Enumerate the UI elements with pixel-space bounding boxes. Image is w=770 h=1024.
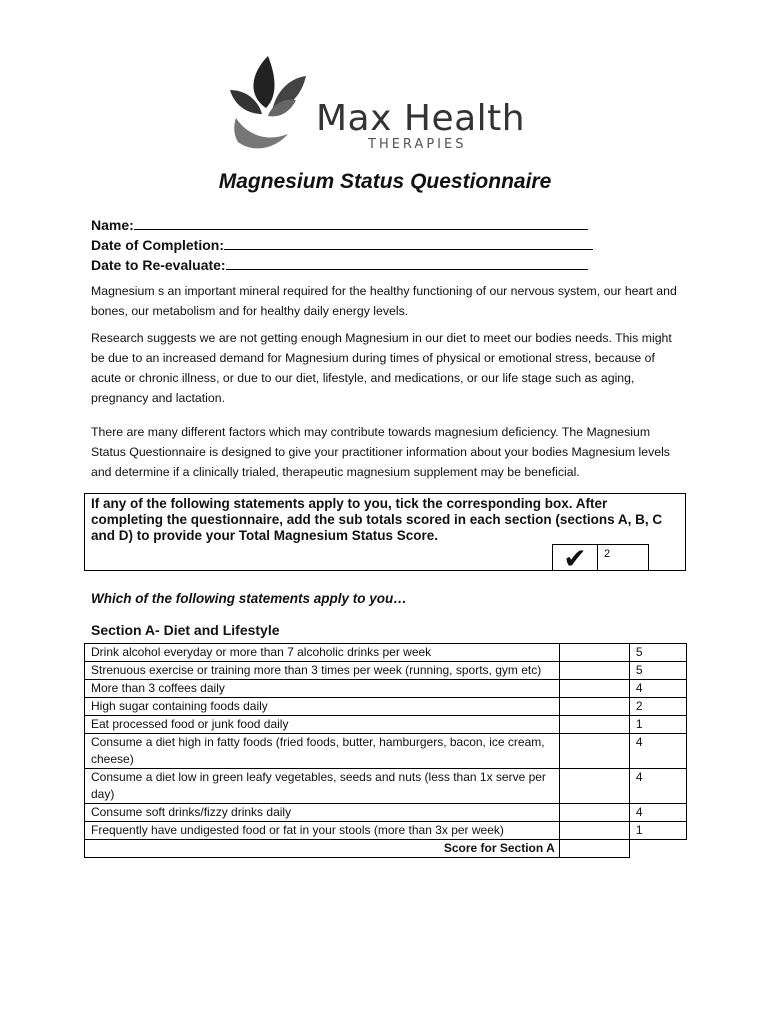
tick-checkbox[interactable] bbox=[559, 734, 629, 769]
name-field bbox=[91, 215, 593, 235]
tick-checkbox[interactable] bbox=[559, 662, 629, 680]
section-a-table bbox=[84, 643, 687, 858]
tick-checkbox[interactable] bbox=[559, 680, 629, 698]
table-row bbox=[85, 698, 687, 716]
table-row bbox=[85, 716, 687, 734]
date-reevaluate-label: Date to Re-evaluate: bbox=[91, 257, 226, 273]
intro-paragraph-3: There are many different factors which may contribute towards magnesium deficiency. The Magnesium Status Questionnaire is designed to give your practitioner information about your bodies Magnesium levels and determine if a clinically trialed, therapeutic magnesium supplement may be beneficial. bbox=[91, 425, 670, 479]
statement-cell: More than 3 coffees daily bbox=[85, 680, 560, 698]
table-row bbox=[85, 680, 687, 698]
points-cell: 1 bbox=[629, 716, 686, 734]
statement-cell: Consume a diet low in green leafy vegetables, seeds and nuts (less than 1x serve per day) bbox=[85, 769, 560, 804]
intro-paragraph-1: Magnesium s an important mineral required for the healthy functioning of our nervous system, our heart and bones, our metabolism and for healthy daily energy levels. bbox=[91, 284, 677, 318]
intro-paragraph-2: Research suggests we are not getting enough Magnesium in our diet to meet our bodies needs. This might be due to an increased demand for Magnesium during times of physical or emotional stress, because of acute or chronic illness, or due to our diet, lifestyle, and medications, or our life stage such as aging, pregnancy and lactation. bbox=[91, 331, 672, 405]
section-a-score-spacer bbox=[629, 840, 686, 858]
tick-checkbox[interactable] bbox=[559, 822, 629, 840]
brand-name: Max Health bbox=[316, 98, 526, 139]
points-cell: 4 bbox=[629, 804, 686, 822]
tick-checkbox[interactable] bbox=[559, 698, 629, 716]
table-row bbox=[85, 804, 687, 822]
example-tick-box bbox=[552, 543, 598, 574]
page-title: Magnesium Status Questionnaire bbox=[218, 170, 552, 193]
points-cell: 4 bbox=[629, 680, 686, 698]
instructions-box bbox=[84, 493, 686, 574]
checkmark-icon: ✔ bbox=[563, 543, 587, 574]
section-a-score-label: Score for Section A bbox=[85, 840, 560, 858]
points-cell: 4 bbox=[629, 734, 686, 769]
leaf-hand-icon bbox=[228, 56, 308, 161]
tick-checkbox[interactable] bbox=[559, 716, 629, 734]
section-a-score-input[interactable] bbox=[559, 840, 629, 858]
date-completion-input-line[interactable] bbox=[224, 235, 593, 250]
date-completion-label: Date of Completion: bbox=[91, 237, 224, 253]
tick-checkbox[interactable] bbox=[559, 644, 629, 662]
statement-cell: Consume a diet high in fatty foods (fried foods, butter, hamburgers, bacon, ice cream, cheese) bbox=[85, 734, 560, 769]
section-a-title: Section A- Diet and Lifestyle bbox=[91, 622, 280, 638]
points-cell: 1 bbox=[629, 822, 686, 840]
statement-cell: Frequently have undigested food or fat in your stools (more than 3x per week) bbox=[85, 822, 560, 840]
table-row bbox=[85, 662, 687, 680]
table-row bbox=[85, 822, 687, 840]
tick-checkbox[interactable] bbox=[559, 769, 629, 804]
points-cell: 5 bbox=[629, 644, 686, 662]
statement-cell: Drink alcohol everyday or more than 7 alcoholic drinks per week bbox=[85, 644, 560, 662]
name-label: Name: bbox=[91, 217, 134, 233]
brand-subtitle: THERAPIES bbox=[368, 137, 467, 152]
date-reevaluate-input-line[interactable] bbox=[226, 255, 588, 270]
example-points: 2 bbox=[598, 544, 649, 571]
question-heading: Which of the following statements apply to you… bbox=[91, 591, 407, 606]
respondent-fields bbox=[91, 215, 593, 275]
instructions-text: If any of the following statements apply to you, tick the corresponding box. After completing the questionnaire, add the sub totals scored in each section (sections A, B, C and D) to provide your Total Magnesium Status Score. bbox=[91, 496, 663, 543]
name-input-line[interactable] bbox=[134, 215, 588, 230]
points-cell: 5 bbox=[629, 662, 686, 680]
statement-cell: High sugar containing foods daily bbox=[85, 698, 560, 716]
table-row bbox=[85, 769, 687, 804]
table-row bbox=[85, 644, 687, 662]
statement-cell: Strenuous exercise or training more than 3 times per week (running, sports, gym etc) bbox=[85, 662, 560, 680]
points-cell: 2 bbox=[629, 698, 686, 716]
points-cell: 4 bbox=[629, 769, 686, 804]
tick-checkbox[interactable] bbox=[559, 804, 629, 822]
brand-logo bbox=[228, 56, 528, 166]
table-row bbox=[85, 734, 687, 769]
statement-cell: Consume soft drinks/fizzy drinks daily bbox=[85, 804, 560, 822]
statement-cell: Eat processed food or junk food daily bbox=[85, 716, 560, 734]
date-completion-field bbox=[91, 235, 593, 255]
date-reevaluate-field bbox=[91, 255, 593, 275]
section-a-score-row bbox=[85, 840, 687, 858]
